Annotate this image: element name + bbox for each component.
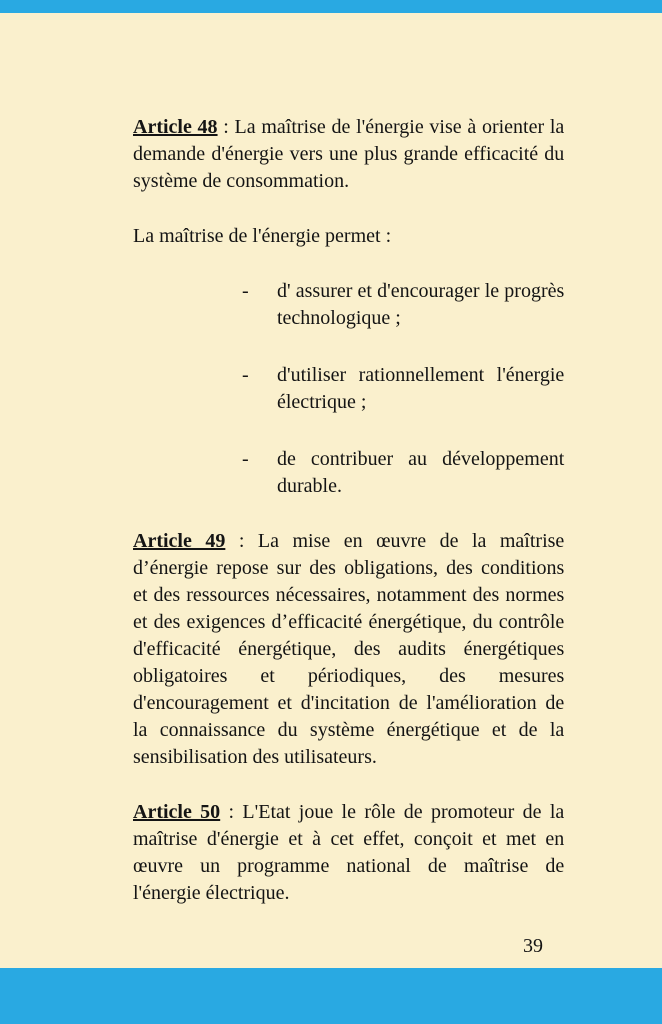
dash-marker: - bbox=[242, 280, 249, 302]
list-item bbox=[133, 446, 564, 500]
bullet-text: d' assurer et d'encourager le progrès technologique ; bbox=[277, 280, 565, 329]
page-number: 39 bbox=[523, 935, 543, 957]
article-50-body: : L'Etat joue le rôle de promoteur de la maîtrise d'énergie et à cet effet, conçoit et met en œuvre un programme national de maîtrise de l'énergie électrique. bbox=[133, 801, 565, 904]
article-50-label: Article 50 bbox=[133, 801, 221, 823]
article-48-label: Article 48 bbox=[133, 116, 218, 138]
article-48-body: : La maîtrise de l'énergie vise à orienter la demande d'énergie vers une plus grande efficacité du système de consommation. bbox=[133, 116, 565, 192]
article-49-label: Article 49 bbox=[133, 530, 226, 552]
article-49-body: : La mise en œuvre de la maîtrise d’énergie repose sur des obligations, des conditions et des ressources nécessaires, notamment des normes et des exigences dʼefficacité énergétique, du contrôle d'efficacité énergétique, des audits énergétiques obligatoires et périodiques, des mesures d'encouragement et d'incitation de l'amélioration de la connaissance du système énergétique et de la sensibilisation des utilisateurs. bbox=[133, 530, 565, 768]
bullet-list bbox=[133, 278, 564, 500]
document-text-block bbox=[133, 114, 564, 935]
list-item bbox=[133, 278, 564, 332]
article-49-paragraph bbox=[133, 528, 564, 771]
dash-marker: - bbox=[242, 364, 249, 386]
top-border-bar bbox=[0, 0, 662, 13]
intro-paragraph bbox=[133, 223, 564, 250]
article-50-paragraph bbox=[133, 799, 564, 907]
list-item bbox=[133, 362, 564, 416]
bullet-text: de contribuer au développement durable. bbox=[277, 448, 565, 497]
bullet-text: d'utiliser rationnellement l'énergie électrique ; bbox=[277, 364, 565, 413]
dash-marker: - bbox=[242, 448, 249, 470]
bottom-border-bar bbox=[0, 968, 662, 1024]
intro-text: La maîtrise de l'énergie permet : bbox=[133, 225, 392, 247]
article-48-paragraph bbox=[133, 114, 564, 195]
